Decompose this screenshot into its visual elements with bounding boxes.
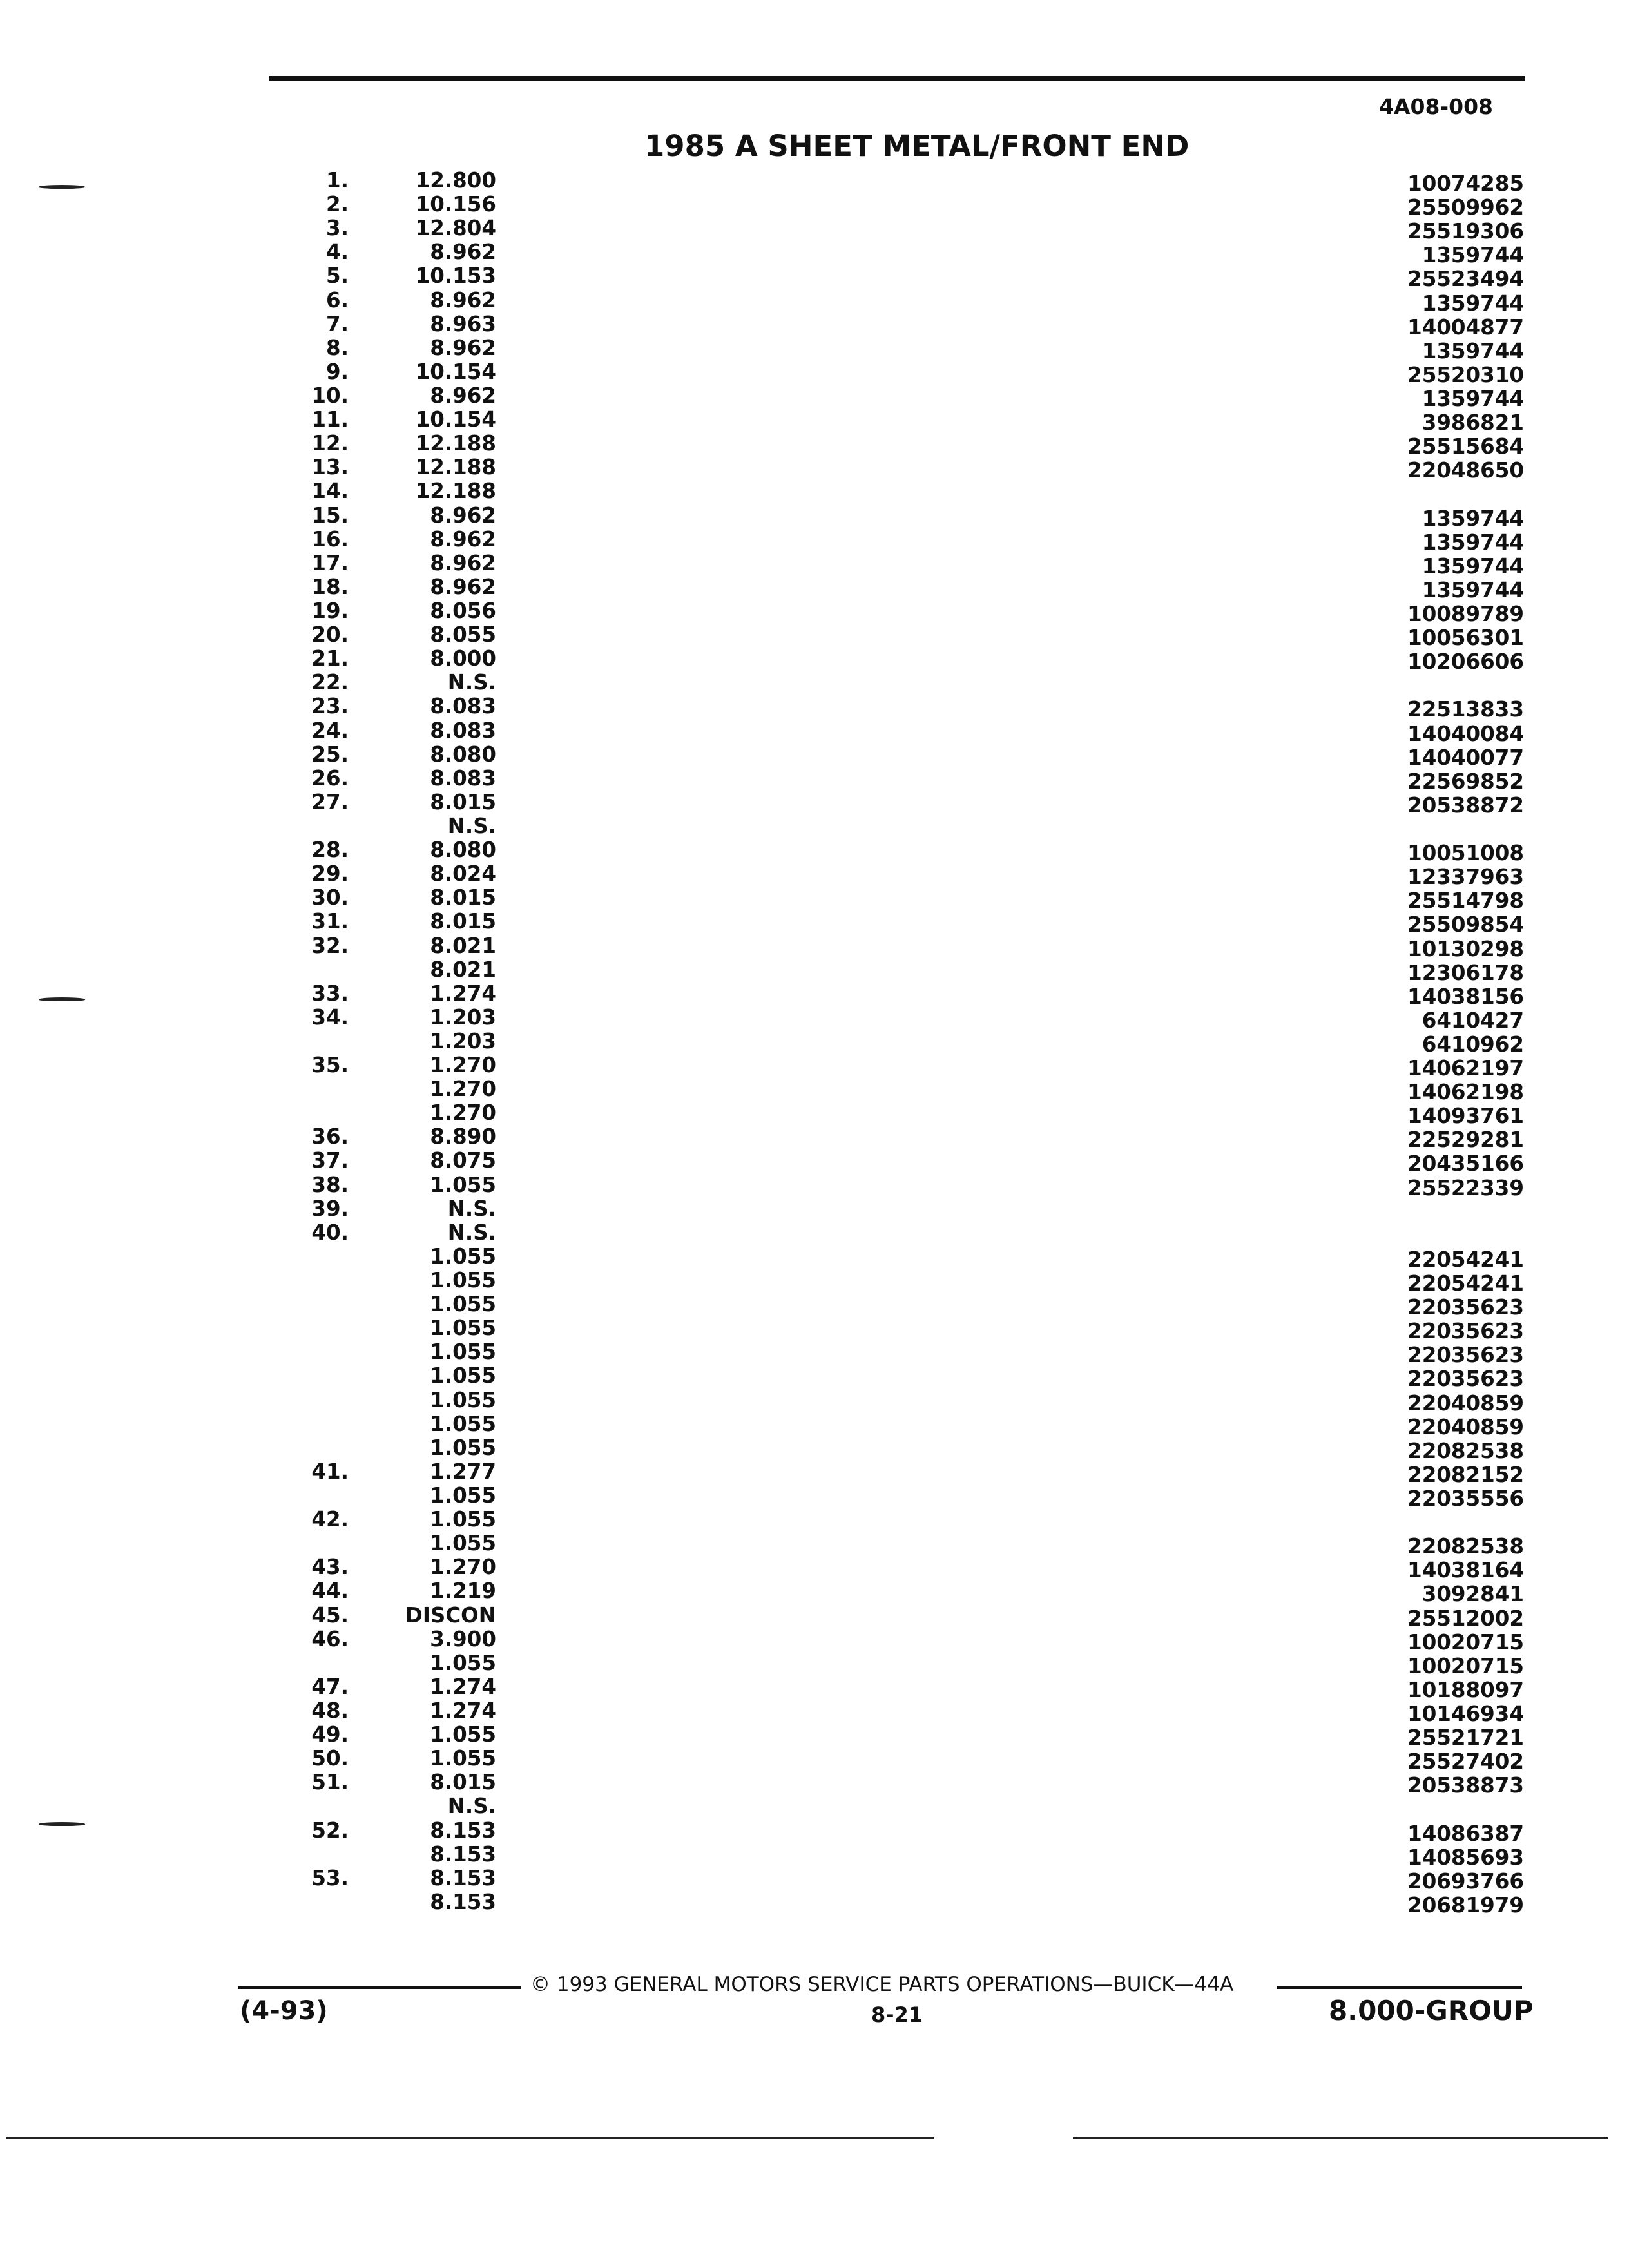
list-item bbox=[0, 1411, 1629, 1439]
item-number: 12. bbox=[311, 431, 349, 456]
item-number: 33. bbox=[311, 981, 349, 1006]
item-number: 31. bbox=[311, 909, 349, 934]
group-number: 1.055 bbox=[430, 1746, 496, 1771]
item-number: 30. bbox=[311, 885, 349, 910]
part-number: 22569852 bbox=[1407, 769, 1524, 794]
part-number: 22513833 bbox=[1407, 697, 1524, 722]
group-number: 8.962 bbox=[430, 574, 496, 599]
list-item bbox=[0, 359, 1629, 387]
item-number: 48. bbox=[311, 1698, 349, 1723]
footer-rule-right bbox=[1277, 1986, 1522, 1989]
list-item bbox=[0, 1555, 1629, 1583]
group-number: 12.188 bbox=[415, 455, 496, 480]
list-item bbox=[0, 1508, 1629, 1532]
list-item bbox=[0, 694, 1629, 722]
item-number: 29. bbox=[311, 861, 349, 887]
part-number: 14038156 bbox=[1407, 984, 1524, 1009]
list-item bbox=[0, 1722, 1629, 1751]
item-number: 8. bbox=[326, 335, 349, 360]
group-number: 1.055 bbox=[430, 1483, 496, 1508]
list-item bbox=[0, 1459, 1629, 1487]
group-number: 8.963 bbox=[430, 311, 496, 336]
item-number: 3. bbox=[326, 216, 349, 241]
list-item bbox=[0, 1221, 1629, 1245]
item-number: 37. bbox=[311, 1148, 349, 1173]
list-item bbox=[0, 598, 1629, 626]
group-number: 1.055 bbox=[430, 1244, 496, 1269]
group-number: 8.962 bbox=[430, 526, 496, 552]
part-number: 1359744 bbox=[1422, 506, 1524, 531]
list-item bbox=[0, 838, 1629, 866]
list-item bbox=[0, 1124, 1629, 1153]
part-number: 14062197 bbox=[1407, 1056, 1524, 1081]
group-number: 8.962 bbox=[430, 240, 496, 265]
part-number: 10056301 bbox=[1407, 626, 1524, 651]
group-number: 1.055 bbox=[430, 1363, 496, 1389]
list-item bbox=[0, 503, 1629, 531]
group-number: 1.270 bbox=[430, 1053, 496, 1078]
group-number: 1.270 bbox=[430, 1077, 496, 1102]
document-code: 4A08-008 bbox=[1379, 94, 1494, 119]
part-number: 3986821 bbox=[1422, 410, 1524, 436]
page-title: 1985 A SHEET METAL/FRONT END bbox=[644, 129, 1190, 163]
list-item bbox=[0, 192, 1629, 220]
item-number: 7. bbox=[326, 311, 349, 336]
part-number: 22054241 bbox=[1407, 1247, 1524, 1272]
group-number: 8.024 bbox=[430, 861, 496, 887]
part-number: 14038164 bbox=[1407, 1558, 1524, 1583]
part-number: 25527402 bbox=[1407, 1749, 1524, 1774]
item-number: 45. bbox=[311, 1602, 349, 1628]
group-number: 8.055 bbox=[430, 622, 496, 648]
part-number: 10146934 bbox=[1407, 1702, 1524, 1726]
item-number: 24. bbox=[311, 718, 349, 743]
list-item bbox=[0, 1077, 1629, 1105]
part-number: 14085693 bbox=[1407, 1845, 1524, 1870]
group-number: 1.274 bbox=[430, 1674, 496, 1699]
part-number: 6410427 bbox=[1422, 1008, 1524, 1033]
group-number: 1.219 bbox=[430, 1579, 496, 1604]
part-number: 20435166 bbox=[1407, 1151, 1524, 1177]
part-number: 1359744 bbox=[1422, 386, 1524, 411]
group-number: 12.800 bbox=[415, 168, 496, 193]
list-item bbox=[0, 311, 1629, 340]
item-number: 32. bbox=[311, 933, 349, 958]
part-number: 10206606 bbox=[1407, 649, 1524, 675]
list-item bbox=[0, 814, 1629, 838]
item-number: 23. bbox=[311, 694, 349, 719]
list-item bbox=[0, 981, 1629, 1009]
footer-group: 8.000-GROUP bbox=[1329, 1995, 1534, 2026]
group-number: 1.055 bbox=[430, 1268, 496, 1293]
list-item bbox=[0, 1292, 1629, 1320]
list-item bbox=[0, 765, 1629, 794]
part-number: 10130298 bbox=[1407, 936, 1524, 961]
group-number: 12.188 bbox=[415, 431, 496, 456]
list-item bbox=[0, 407, 1629, 436]
list-item bbox=[0, 1531, 1629, 1559]
footer-copyright: © 1993 GENERAL MOTORS SERVICE PARTS OPERATIONS—BUICK—44A bbox=[530, 1973, 1234, 1996]
group-number: 1.055 bbox=[430, 1340, 496, 1365]
list-item bbox=[0, 885, 1629, 914]
list-item bbox=[0, 1794, 1629, 1818]
part-number: 22040859 bbox=[1407, 1390, 1524, 1416]
list-item bbox=[0, 479, 1629, 503]
part-number: 25521721 bbox=[1407, 1725, 1524, 1751]
group-number: 8.000 bbox=[430, 646, 496, 671]
group-number: 10.156 bbox=[415, 192, 496, 217]
part-number: 22529281 bbox=[1407, 1128, 1524, 1153]
part-number: 22082538 bbox=[1407, 1438, 1524, 1463]
group-number: 8.962 bbox=[430, 383, 496, 408]
group-number: 3.900 bbox=[430, 1626, 496, 1651]
item-number: 14. bbox=[311, 479, 349, 504]
part-number: 1359744 bbox=[1422, 577, 1524, 602]
list-item bbox=[0, 216, 1629, 244]
item-number: 10. bbox=[311, 383, 349, 408]
item-number: 9. bbox=[326, 359, 349, 384]
list-item bbox=[0, 1746, 1629, 1774]
item-number: 2. bbox=[326, 192, 349, 217]
group-number: N.S. bbox=[447, 1220, 496, 1245]
part-number: 12306178 bbox=[1407, 960, 1524, 985]
part-number: 14004877 bbox=[1407, 314, 1524, 340]
group-number: 8.962 bbox=[430, 335, 496, 360]
item-number: 47. bbox=[311, 1674, 349, 1699]
item-number: 16. bbox=[311, 526, 349, 552]
group-number: 8.083 bbox=[430, 718, 496, 743]
part-number: 22035623 bbox=[1407, 1319, 1524, 1344]
item-number: 5. bbox=[326, 264, 349, 289]
footer-rule-left bbox=[238, 1986, 521, 1989]
part-number: 14040077 bbox=[1407, 745, 1524, 770]
item-number: 26. bbox=[311, 765, 349, 791]
part-number: 22082538 bbox=[1407, 1534, 1524, 1559]
list-item bbox=[0, 933, 1629, 961]
group-number: 1.274 bbox=[430, 1698, 496, 1723]
group-number: 1.055 bbox=[430, 1292, 496, 1317]
list-item bbox=[0, 1100, 1629, 1129]
list-item bbox=[0, 1268, 1629, 1296]
list-item bbox=[0, 1483, 1629, 1512]
list-item bbox=[0, 1387, 1629, 1416]
list-item bbox=[0, 1889, 1629, 1917]
item-number: 20. bbox=[311, 622, 349, 648]
part-number: 10051008 bbox=[1407, 841, 1524, 866]
footer-date-code: (4-93) bbox=[240, 1996, 328, 2026]
part-number: 1359744 bbox=[1422, 243, 1524, 268]
group-number: 8.080 bbox=[430, 838, 496, 863]
group-number: 1.203 bbox=[430, 1004, 496, 1030]
item-number: 49. bbox=[311, 1722, 349, 1747]
part-number: 25514798 bbox=[1407, 889, 1524, 914]
part-number: 25523494 bbox=[1407, 267, 1524, 292]
group-number: 8.015 bbox=[430, 1770, 496, 1795]
part-number: 14040084 bbox=[1407, 721, 1524, 746]
parts-list bbox=[0, 168, 1629, 1917]
item-number: 13. bbox=[311, 455, 349, 480]
part-number: 25522339 bbox=[1407, 1175, 1524, 1200]
group-number: 1.055 bbox=[430, 1531, 496, 1556]
part-number: 22040859 bbox=[1407, 1414, 1524, 1439]
part-number: 22048650 bbox=[1407, 458, 1524, 483]
group-number: 8.962 bbox=[430, 287, 496, 312]
list-item bbox=[0, 1818, 1629, 1846]
item-number: 39. bbox=[311, 1196, 349, 1221]
item-number: 46. bbox=[311, 1626, 349, 1651]
part-number: 20693766 bbox=[1407, 1869, 1524, 1894]
item-number: 27. bbox=[311, 789, 349, 814]
group-number: 1.203 bbox=[430, 1028, 496, 1053]
part-number: 22035556 bbox=[1407, 1486, 1524, 1512]
item-number: 51. bbox=[311, 1770, 349, 1795]
list-item bbox=[0, 1340, 1629, 1368]
scan-artifact-line bbox=[6, 2137, 934, 2139]
list-item bbox=[0, 168, 1629, 196]
group-number: 8.080 bbox=[430, 742, 496, 767]
part-number: 25515684 bbox=[1407, 434, 1524, 459]
group-number: 8.153 bbox=[430, 1865, 496, 1890]
part-number: 20538873 bbox=[1407, 1773, 1524, 1798]
list-item bbox=[0, 1435, 1629, 1463]
part-number: 20538872 bbox=[1407, 793, 1524, 818]
list-item bbox=[0, 742, 1629, 770]
group-number: 12.188 bbox=[415, 479, 496, 504]
part-number: 20681979 bbox=[1407, 1892, 1524, 1917]
item-number: 4. bbox=[326, 240, 349, 265]
group-number: 8.962 bbox=[430, 550, 496, 575]
list-item bbox=[0, 431, 1629, 459]
list-item bbox=[0, 622, 1629, 651]
list-item bbox=[0, 1004, 1629, 1033]
part-number: 10089789 bbox=[1407, 601, 1524, 626]
group-number: 1.055 bbox=[430, 1387, 496, 1412]
item-number: 19. bbox=[311, 598, 349, 623]
part-number: 1359744 bbox=[1422, 553, 1524, 579]
group-number: 12.804 bbox=[415, 216, 496, 241]
part-number: 10188097 bbox=[1407, 1677, 1524, 1702]
group-number: 8.056 bbox=[430, 598, 496, 623]
list-item bbox=[0, 957, 1629, 985]
list-item bbox=[0, 1197, 1629, 1221]
group-number: 1.274 bbox=[430, 981, 496, 1006]
item-number: 52. bbox=[311, 1818, 349, 1843]
item-number: 25. bbox=[311, 742, 349, 767]
group-number: 8.153 bbox=[430, 1889, 496, 1914]
group-number: 1.055 bbox=[430, 1507, 496, 1532]
group-number: N.S. bbox=[447, 1794, 496, 1819]
list-item bbox=[0, 909, 1629, 937]
list-item bbox=[0, 1865, 1629, 1894]
group-number: 8.021 bbox=[430, 933, 496, 958]
group-number: 10.154 bbox=[415, 359, 496, 384]
item-number: 17. bbox=[311, 550, 349, 575]
scan-artifact-line bbox=[1073, 2137, 1608, 2139]
item-number: 22. bbox=[311, 670, 349, 695]
list-item bbox=[0, 646, 1629, 675]
list-item bbox=[0, 1841, 1629, 1870]
item-number: 44. bbox=[311, 1579, 349, 1604]
group-number: 8.890 bbox=[430, 1124, 496, 1149]
list-item bbox=[0, 264, 1629, 292]
list-item bbox=[0, 1028, 1629, 1057]
list-item bbox=[0, 1650, 1629, 1678]
list-item bbox=[0, 789, 1629, 818]
group-number: 8.015 bbox=[430, 909, 496, 934]
group-number: 1.055 bbox=[430, 1435, 496, 1460]
group-number: N.S. bbox=[447, 813, 496, 838]
part-number: 3092841 bbox=[1422, 1582, 1524, 1607]
list-item bbox=[0, 1770, 1629, 1798]
list-item bbox=[0, 335, 1629, 363]
list-item bbox=[0, 1674, 1629, 1702]
group-number: 8.015 bbox=[430, 885, 496, 910]
list-item bbox=[0, 1363, 1629, 1392]
part-number: 14093761 bbox=[1407, 1104, 1524, 1129]
part-number: 10020715 bbox=[1407, 1653, 1524, 1678]
group-number: 1.055 bbox=[430, 1722, 496, 1747]
item-number: 28. bbox=[311, 838, 349, 863]
group-number: 10.153 bbox=[415, 264, 496, 289]
part-number: 22035623 bbox=[1407, 1367, 1524, 1392]
item-number: 41. bbox=[311, 1459, 349, 1484]
list-item bbox=[0, 1172, 1629, 1200]
part-number: 6410962 bbox=[1422, 1032, 1524, 1057]
group-number: 1.055 bbox=[430, 1650, 496, 1675]
item-number: 15. bbox=[311, 503, 349, 528]
item-number: 1. bbox=[326, 168, 349, 193]
group-number: N.S. bbox=[447, 1196, 496, 1221]
part-number: 10020715 bbox=[1407, 1629, 1524, 1655]
list-item bbox=[0, 240, 1629, 268]
part-number: 25509854 bbox=[1407, 912, 1524, 937]
part-number: 22082152 bbox=[1407, 1462, 1524, 1487]
group-number: 8.021 bbox=[430, 957, 496, 982]
list-item bbox=[0, 526, 1629, 555]
group-number: 1.055 bbox=[430, 1316, 496, 1341]
part-number: 1359744 bbox=[1422, 338, 1524, 363]
item-number: 6. bbox=[326, 287, 349, 312]
group-number: N.S. bbox=[447, 670, 496, 695]
list-item bbox=[0, 1148, 1629, 1177]
list-item bbox=[0, 1579, 1629, 1607]
item-number: 50. bbox=[311, 1746, 349, 1771]
part-number: 14086387 bbox=[1407, 1821, 1524, 1846]
item-number: 34. bbox=[311, 1004, 349, 1030]
group-number: 8.962 bbox=[430, 503, 496, 528]
part-number: 22054241 bbox=[1407, 1271, 1524, 1296]
list-item bbox=[0, 861, 1629, 890]
list-item bbox=[0, 1316, 1629, 1344]
group-number: 8.153 bbox=[430, 1841, 496, 1867]
group-number: 8.153 bbox=[430, 1818, 496, 1843]
part-number: 25519306 bbox=[1407, 219, 1524, 244]
part-number: 25512002 bbox=[1407, 1606, 1524, 1631]
group-number: 8.083 bbox=[430, 694, 496, 719]
part-number: 1359744 bbox=[1422, 291, 1524, 316]
list-item bbox=[0, 1602, 1629, 1631]
part-number: 12337963 bbox=[1407, 865, 1524, 890]
group-number: 1.277 bbox=[430, 1459, 496, 1484]
group-number: 1.055 bbox=[430, 1411, 496, 1436]
part-number: 22035623 bbox=[1407, 1343, 1524, 1368]
list-item bbox=[0, 718, 1629, 746]
list-item bbox=[0, 1626, 1629, 1655]
part-number: 1359744 bbox=[1422, 530, 1524, 555]
top-rule bbox=[269, 76, 1525, 81]
item-number: 42. bbox=[311, 1507, 349, 1532]
list-item bbox=[0, 455, 1629, 483]
item-number: 38. bbox=[311, 1172, 349, 1197]
part-number: 22035623 bbox=[1407, 1295, 1524, 1320]
list-item bbox=[0, 287, 1629, 316]
page-number: 8-21 bbox=[871, 2003, 923, 2027]
item-number: 11. bbox=[311, 407, 349, 432]
list-item bbox=[0, 671, 1629, 695]
group-number: 1.270 bbox=[430, 1555, 496, 1580]
item-number: 35. bbox=[311, 1053, 349, 1078]
list-item bbox=[0, 383, 1629, 411]
item-number: 40. bbox=[311, 1220, 349, 1245]
item-number: 43. bbox=[311, 1555, 349, 1580]
part-number: 10074285 bbox=[1407, 171, 1524, 196]
list-item bbox=[0, 1053, 1629, 1081]
item-number: 21. bbox=[311, 646, 349, 671]
group-number: DISCON bbox=[405, 1602, 496, 1628]
list-item bbox=[0, 550, 1629, 579]
list-item bbox=[0, 1698, 1629, 1726]
group-number: 8.015 bbox=[430, 789, 496, 814]
group-number: 1.270 bbox=[430, 1100, 496, 1126]
group-number: 8.075 bbox=[430, 1148, 496, 1173]
part-number: 14062198 bbox=[1407, 1080, 1524, 1105]
group-number: 8.083 bbox=[430, 765, 496, 791]
item-number: 36. bbox=[311, 1124, 349, 1149]
part-number: 25509962 bbox=[1407, 195, 1524, 220]
item-number: 18. bbox=[311, 574, 349, 599]
list-item bbox=[0, 1244, 1629, 1272]
part-number: 25520310 bbox=[1407, 362, 1524, 387]
group-number: 10.154 bbox=[415, 407, 496, 432]
group-number: 1.055 bbox=[430, 1172, 496, 1197]
item-number: 53. bbox=[311, 1865, 349, 1890]
list-item bbox=[0, 574, 1629, 602]
